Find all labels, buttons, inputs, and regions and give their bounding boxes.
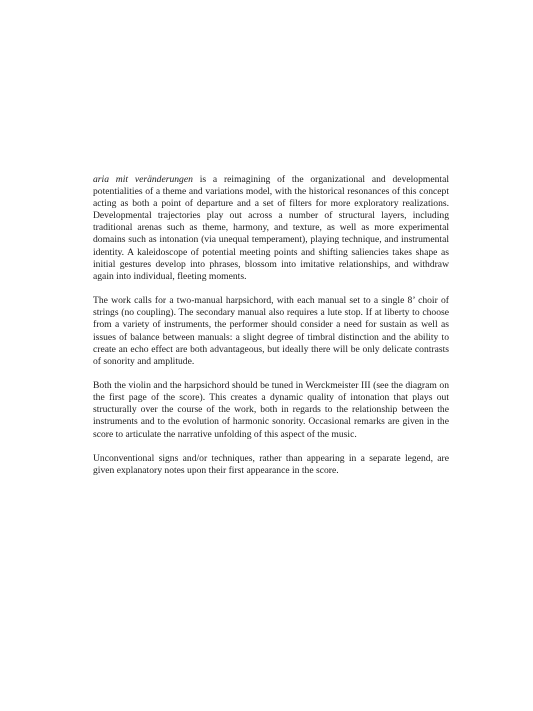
paragraph-tuning: Both the violin and the harpsichord should be tuned in Werckmeister III (see the diagram on the first page of the score). This creates a dynamic quality of intonation that plays out structurally over the course of the work, both in regards to the relationship between the instruments and to the evolution of harmonic sonority. Occasional remarks are given in the score to articulate the narrative unfolding of this aspect of the music.: [93, 380, 449, 440]
paragraph-introduction-text: is a reimagining of the organizational and developmental potentialities of a theme and variations model, with the historical resonances of this concept acting as both a point of departure and a set of filters for more exploratory realizations. Developmental trajectories play out across a number of structural layers, including traditional arenas such as theme, harmony, and texture, as well as more experimental domains such as intonation (via unequal temperament), playing technique, and instrumental identity. A kaleidoscope of potential meeting points and shifting saliencies takes shape as initial gestures develop into phrases, blossom into imitative relationships, and withdraw again into individual, fleeting moments.: [93, 174, 449, 282]
program-notes: [93, 174, 449, 490]
paragraph-notation: Unconventional signs and/or techniques, rather than appearing in a separate legend, are given explanatory notes upon their first appearance in the score.: [93, 453, 449, 477]
paragraph-introduction: [93, 174, 449, 283]
work-title: aria mit veränderungen: [93, 174, 193, 185]
paragraph-instrumentation: The work calls for a two-manual harpsichord, with each manual set to a single 8’ choir of strings (no coupling). The secondary manual also requires a lute stop. If at liberty to choose from a variety of instruments, the performer should consider a need for sustain as well as issues of balance between manuals: a slight degree of timbral distinction and the ability to create an echo effect are both advantageous, but ideally there will be only delicate contrasts of sonority and amplitude.: [93, 295, 449, 367]
